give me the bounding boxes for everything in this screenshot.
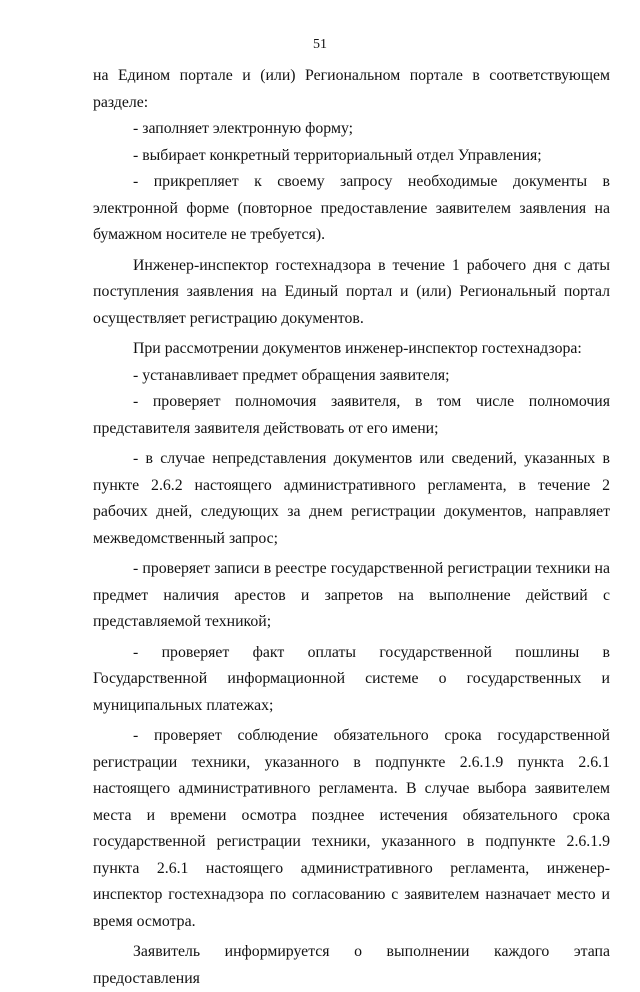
list-item-fee-check: - проверяет факт оплаты государственной пошлины в Государственной информационной системе о государственных и муниципальных платежах; — [93, 643, 610, 714]
document-body — [93, 63, 610, 992]
list-item-attach-documents: - прикрепляет к своему запросу необходимые документы в электронной форме (повторное предоставление заявителем заявления на бумажном носителе не требуется). — [93, 173, 610, 243]
list-item-fill-form: - заполняет электронную форму; — [133, 120, 354, 137]
paragraph-document-review: При рассмотрении документов инженер-инспектор гостехнадзора: — [133, 340, 582, 357]
list-item-subject: - устанавливает предмет обращения заявителя; — [133, 366, 450, 384]
list-item-authority: - проверяет полномочия заявителя, в том числе полномочия представителя заявителя действовать от его имени; — [93, 393, 610, 437]
list-item-registry-check: - проверяет записи в реестре государственной регистрации техники на предмет наличия арестов и запретов на выполнение действий с представляемой техникой; — [93, 560, 610, 630]
paragraph-portal-section: на Едином портале и (или) Региональном портале в соответствующем разделе: — [93, 67, 610, 111]
page-number: 51 — [313, 37, 327, 52]
list-item-select-department: - выбирает конкретный территориальный отдел Управления; — [133, 146, 542, 164]
list-item-interagency-request: - в случае непредставления документов или сведений, указанных в пункте 2.6.2 настоящего административного регламента, в течение 2 рабочих дней, следующих за днем регистрации документов, направляет межведомственный запрос; — [93, 450, 610, 547]
list-item-deadline-check: - проверяет соблюдение обязательного срока государственной регистрации техники, указанного в подпункте 2.6.1.9 пункта 2.6.1 настоящего административного регламента. В случае выбора заявителем места и времени осмотра позднее истечения обязательного срока государственной регистрации техники, указанного в подпункте 2.6.1.9 пункта 2.6.1 настоящего административного регламента, инженер-инспектор гостехнадзора по согласованию с заявителем назначает место и время осмотра. — [93, 727, 610, 930]
paragraph-inspector-registration: Инженер-инспектор гостехнадзора в течение 1 рабочего дня с даты поступления заявления на Единый портал и (или) Региональный портал осуществляет регистрацию документов. — [93, 256, 610, 327]
paragraph-applicant-informed: Заявитель информируется о выполнении каждого этапа предоставления — [93, 943, 610, 987]
